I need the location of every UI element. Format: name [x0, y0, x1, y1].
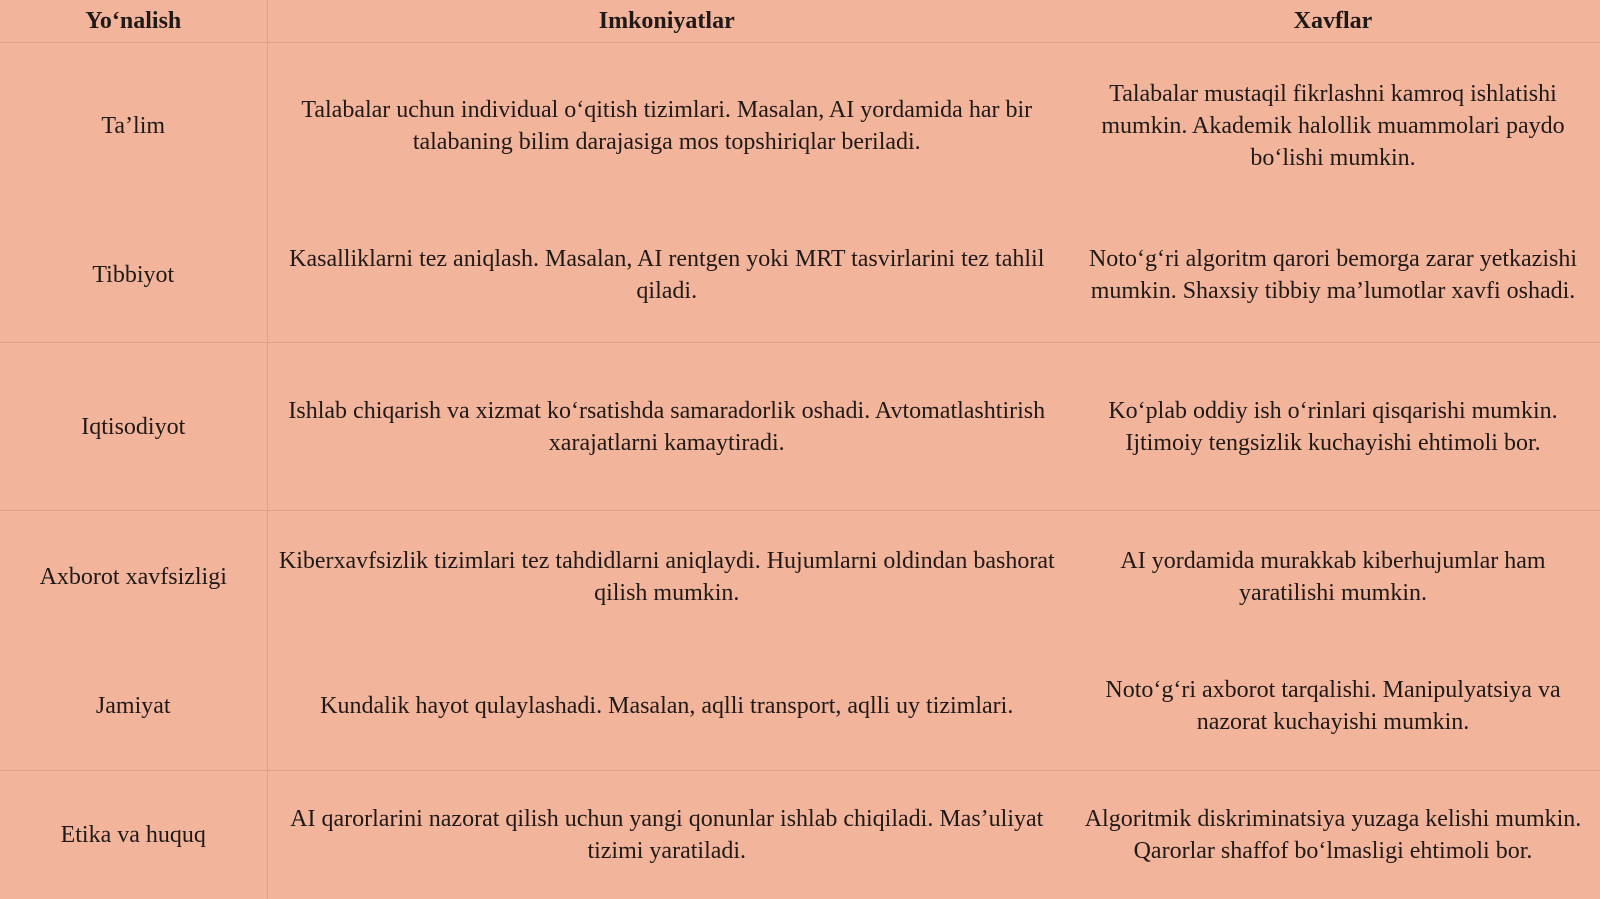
cell-opportunities: Ishlab chiqarish va xizmat ko‘rsatishda samaradorlik oshadi. Avtomatlashtirish xarajatlarni kamaytiradi. — [267, 343, 1066, 511]
cell-risks: AI yordamida murakkab kiberhujumlar ham yaratilishi mumkin. — [1066, 511, 1600, 643]
cell-risks: Algoritmik diskriminatsiya yuzaga kelishi mumkin. Qarorlar shaffof bo‘lmasligi ehtimoli bor. — [1066, 771, 1600, 899]
cell-opportunities: AI qarorlarini nazorat qilish uchun yangi qonunlar ishlab chiqiladi. Mas’uliyat tizimi yaratiladi. — [267, 771, 1066, 899]
cell-area: Jamiyat — [0, 643, 267, 771]
table-row — [0, 43, 1600, 209]
cell-area: Axborot xavfsizligi — [0, 511, 267, 643]
table-row — [0, 343, 1600, 511]
header-area: Yo‘nalish — [0, 0, 267, 43]
table-row — [0, 209, 1600, 343]
cell-area: Etika va huquq — [0, 771, 267, 899]
cell-opportunities: Kundalik hayot qulaylashadi. Masalan, aqlli transport, aqlli uy tizimlari. — [320, 693, 1014, 720]
cell-opportunities: Kiberxavfsizlik tizimlari tez tahdidlarni aniqlaydi. Hujumlarni oldindan bashorat qilish mumkin. — [267, 511, 1066, 643]
cell-opportunities: Talabalar uchun individual o‘qitish tizimlari. Masalan, AI yordamida har bir talabaning bilim darajasiga mos topshiriqlar beriladi. — [301, 96, 1033, 155]
cell-opportunities: Kasalliklarni tez aniqlash. Masalan, AI rentgen yoki MRT tasvirlarini tez tahlil qiladi. — [289, 246, 1045, 305]
cell-risks: Ko‘plab oddiy ish o‘rinlari qisqarishi mumkin. Ijtimoiy tengsizlik kuchayishi ehtimoli bor. — [1066, 343, 1600, 511]
cell-area: Ta’lim — [0, 43, 267, 209]
table-header-row — [0, 0, 1600, 43]
header-opportunities: Imkoniyatlar — [267, 0, 1066, 43]
cell-risks: Talabalar mustaqil fikrlashni kamroq ishlatishi mumkin. Akademik halollik muammolari paydo bo‘lishi mumkin. — [1101, 80, 1565, 171]
table-row — [0, 511, 1600, 643]
cell-area: Tibbiyot — [0, 209, 267, 343]
table-row — [0, 643, 1600, 771]
table-row — [0, 771, 1600, 899]
header-risks: Xavflar — [1066, 0, 1600, 43]
cell-area: Iqtisodiyot — [0, 343, 267, 511]
cell-risks: Noto‘g‘ri axborot tarqalishi. Manipulyatsiya va nazorat kuchayishi mumkin. — [1105, 677, 1561, 736]
cell-risks: Noto‘g‘ri algoritm qarori bemorga zarar yetkazishi mumkin. Shaxsiy tibbiy ma’lumotlar xavfi oshadi. — [1088, 246, 1578, 305]
